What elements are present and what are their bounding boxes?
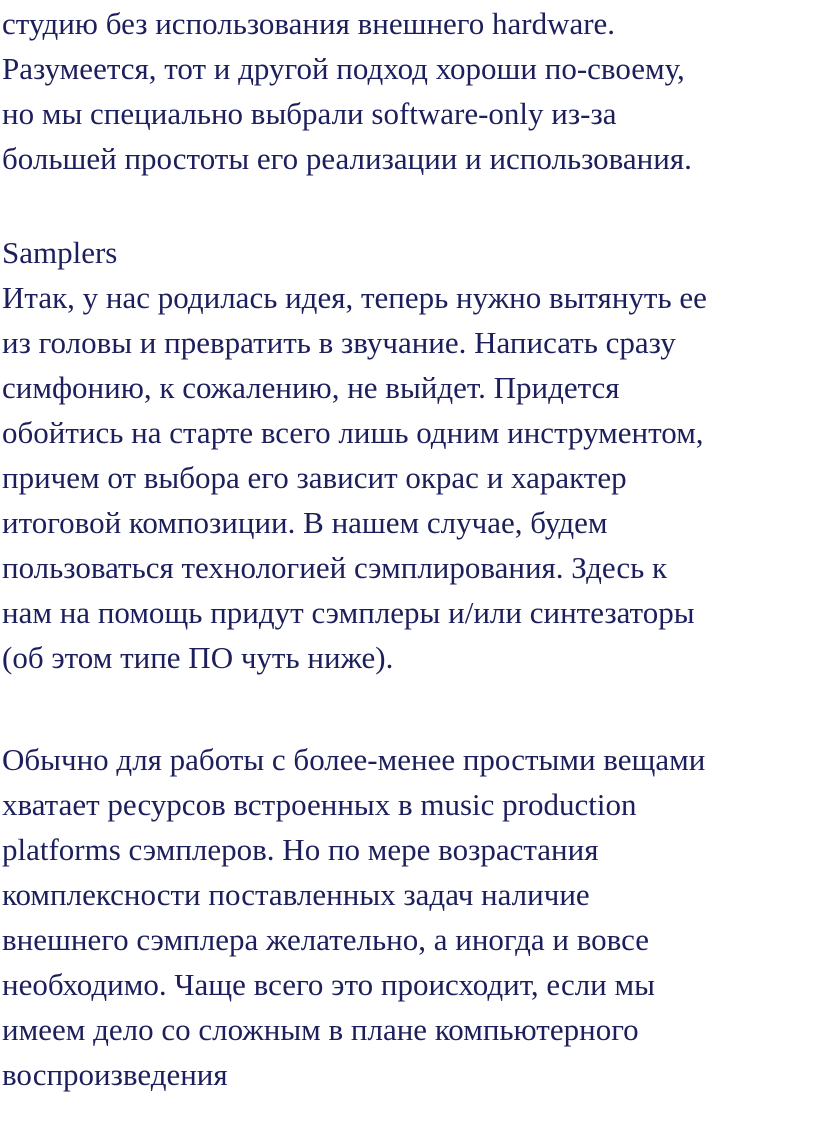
- paragraph-3-line: имеем дело со сложным в плане компьютерного: [2, 1012, 639, 1047]
- paragraph-2-line: причем от выбора его зависит окрас и характер: [2, 460, 627, 495]
- paragraph-2-line: из головы и превратить в звучание. Написать сразу: [2, 325, 676, 360]
- paragraph-3-line: воспроизведения: [2, 1057, 228, 1092]
- paragraph-1-line: но мы специально выбрали software-only из-за: [2, 96, 617, 131]
- paragraph-3-line: Обычно для работы с более-менее простыми вещами: [2, 742, 706, 777]
- paragraph-1-line: Разумеется, тот и другой подход хороши по-своему,: [2, 51, 685, 86]
- paragraph-2-line: (об этом типе ПО чуть ниже).: [2, 640, 394, 675]
- paragraph-3-line: комплексности поставленных задач наличие: [2, 877, 590, 912]
- paragraph-2-line: Итак, у нас родилась идея, теперь нужно вытянуть ее: [2, 280, 707, 315]
- paragraph-1-line: большей простоты его реализации и использования.: [2, 141, 692, 176]
- paragraph-2-line: нам на помощь придут сэмплеры и/или синтезаторы: [2, 595, 695, 630]
- paragraph-3-line: platforms сэмплеров. Но по мере возрастания: [2, 832, 599, 867]
- paragraph-2-line: пользоваться технологией сэмплирования. Здесь к: [2, 550, 668, 585]
- section-heading: Samplers: [2, 235, 118, 270]
- paragraph-2-line: симфонию, к сожалению, не выйдет. Придется: [2, 370, 620, 405]
- paragraph-2-line: обойтись на старте всего лишь одним инструментом,: [2, 415, 704, 450]
- paragraph-3-line: необходимо. Чаще всего это происходит, если мы: [2, 967, 655, 1002]
- paragraph-1-line: студию без использования внешнего hardware.: [2, 6, 616, 41]
- paragraph-3-line: внешнего сэмплера желательно, а иногда и вовсе: [2, 922, 649, 957]
- paragraph-3-line: хватает ресурсов встроенных в music production: [2, 787, 637, 822]
- paragraph-2-line: итоговой композиции. В нашем случае, будем: [2, 505, 608, 540]
